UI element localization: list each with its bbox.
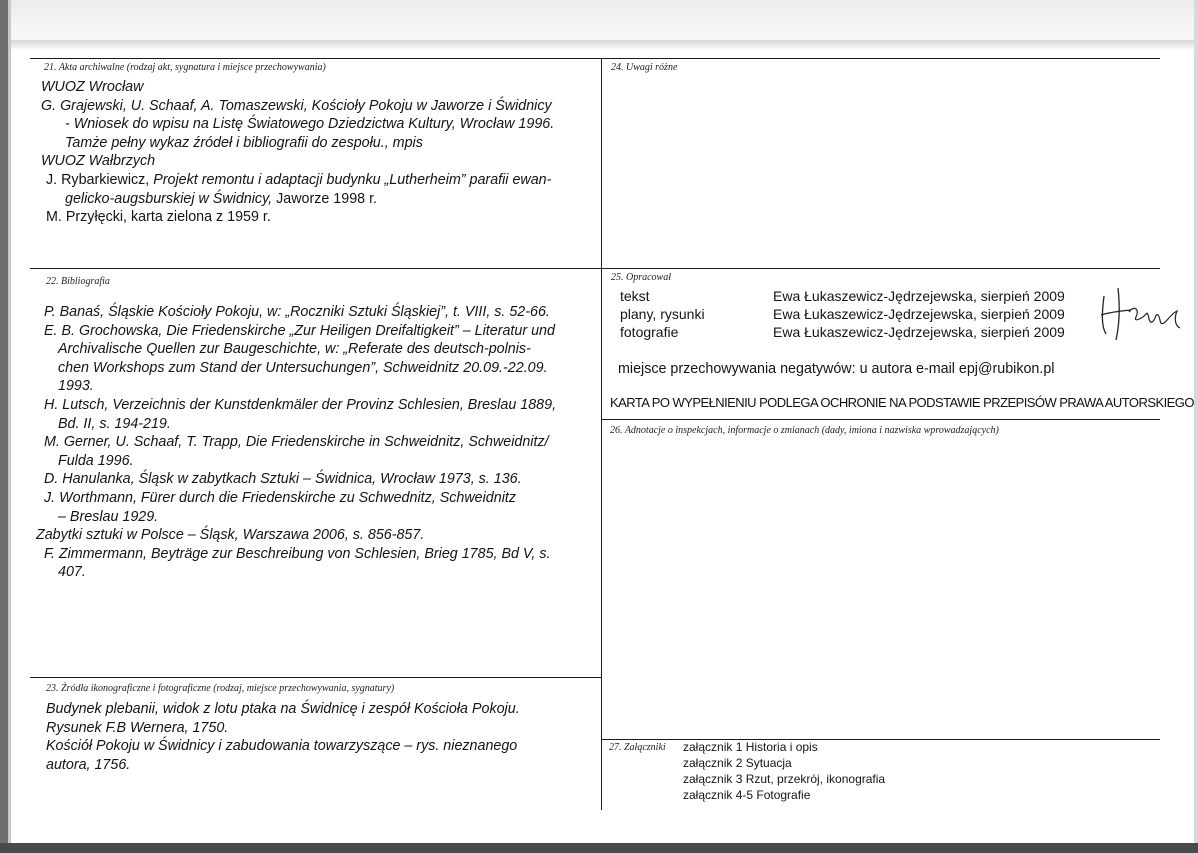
role-column bbox=[620, 287, 705, 341]
text-line: G. Grajewski, U. Schaaf, A. Tomaszewski, Kościoły Pokoju w Jaworze i Świdnicy bbox=[41, 97, 552, 114]
section-22-label: 22. Bibliografia bbox=[46, 276, 110, 287]
text-line: M. Gerner, U. Schaaf, T. Trapp, Die Friedenskirche in Schweidnitz, Schweidnitz/ bbox=[44, 434, 549, 451]
section-24-label: 24. Uwagi różne bbox=[611, 62, 678, 73]
scan-top-band bbox=[0, 0, 1198, 50]
text-part: J. Rybarkiewicz, bbox=[46, 171, 154, 188]
text-line bbox=[41, 190, 554, 209]
text-line: Kościół Pokoju w Świdnicy i zabudowania towarzyszące – rys. nieznanego bbox=[46, 738, 518, 755]
section-27-label: 27. Załączniki bbox=[609, 742, 666, 753]
negatives-note: miejsce przechowywania negatywów: u autora e-mail epj@rubikon.pl bbox=[618, 361, 1055, 377]
text-line: P. Banaś, Śląskie Kościoły Pokoju, w: „Roczniki Sztuki Śląskiej”, t. VIII, s. 52-66. bbox=[44, 304, 550, 320]
section-26-label: 26. Adnotacje o inspekcjach, informacje o zmianach (dady, imiona i nazwiska wprowadzających) bbox=[610, 425, 999, 436]
text-line bbox=[41, 171, 554, 190]
text-line: Archivalische Quellen zur Baugeschichte, w: „Referate des deutsch-polnis- bbox=[58, 341, 531, 358]
text-part: gelicko-augsburskiej w Świdnicy, bbox=[65, 190, 273, 207]
text-line: H. Lutsch, Verzeichnis der Kunstdenkmäler der Provinz Schlesien, Breslau 1889, bbox=[44, 396, 557, 413]
text-line: Zabytki sztuki w Polsce – Śląsk, Warszawa 2006, s. 856-857. bbox=[36, 527, 425, 544]
rule-21-22 bbox=[30, 268, 1160, 269]
section-21-label: 21. Akta archiwalne (rodzaj akt, sygnatura i miejsce przechowywania) bbox=[44, 62, 326, 73]
rule-25-26 bbox=[601, 419, 1160, 420]
text-line: F. Zimmermann, Beyträge zur Beschreibung von Schlesien, Brieg 1785, Bd V, s. bbox=[44, 545, 551, 562]
section-21-lines bbox=[41, 78, 554, 227]
section-23-label: 23. Źródła ikonograficzne i fotograficzne (rodzaj, miejsce przechowywania, sygnatury) bbox=[46, 683, 395, 694]
text-line: autora, 1756. bbox=[46, 756, 131, 773]
text-line: Budynek plebanii, widok z lotu ptaka na Świdnicę i zespół Kościoła Pokoju. bbox=[46, 701, 520, 717]
text-line: chen Workshops zum Stand der Untersuchungen”, Schweidnitz 20.09.-22.09. bbox=[58, 359, 548, 376]
scan-bottom-edge bbox=[0, 843, 1198, 853]
role-label: plany, rysunki bbox=[620, 306, 705, 322]
rule-22-23 bbox=[30, 677, 601, 678]
text-line: 1993. bbox=[58, 378, 94, 395]
text-line: Tamże pełny wykaz źródeł i bibliografii do zespołu., mpis bbox=[65, 134, 423, 151]
text-line: M. Przyłęcki, karta zielona z 1959 r. bbox=[46, 209, 271, 226]
text-line: - Wniosek do wpisu na Listę Światowego Dziedzictwa Kultury, Wrocław 1996. bbox=[65, 116, 555, 133]
author-value: Ewa Łukaszewicz-Jędrzejewska, sierpień 2009 bbox=[773, 288, 1065, 304]
text-line: WUOZ Wałbrzych bbox=[41, 153, 156, 170]
text-line: Fulda 1996. bbox=[58, 452, 134, 469]
section-22-lines bbox=[36, 303, 557, 582]
handwritten-signature bbox=[1098, 282, 1182, 348]
scan-right-edge bbox=[1194, 0, 1198, 853]
attachment-item: załącznik 3 Rzut, przekrój, ikonografia bbox=[683, 772, 886, 786]
text-line: WUOZ Wrocław bbox=[41, 79, 144, 95]
attachment-list bbox=[683, 739, 885, 803]
attachment-item: załącznik 1 Historia i opis bbox=[683, 740, 818, 754]
section-25-label: 25. Opracował bbox=[611, 272, 671, 283]
author-column bbox=[773, 287, 1065, 341]
text-line: E. B. Grochowska, Die Friedenskirche „Zur Heiligen Dreifaltigkeit” – Literatur und bbox=[44, 322, 555, 339]
text-part: Jaworze 1998 r. bbox=[272, 190, 378, 207]
text-line: D. Hanulanka, Śląsk w zabytkach Sztuki – Świdnica, Wrocław 1973, s. 136. bbox=[44, 471, 522, 488]
rule-middle-vertical bbox=[601, 58, 602, 810]
scan-left-edge bbox=[0, 0, 8, 853]
text-line: J. Worthmann, Fürer durch die Friedenskirche zu Schwednitz, Schweidnitz bbox=[44, 489, 516, 506]
text-part: Projekt remontu i adaptacji budynku „Lutherheim” parafii ewan- bbox=[153, 171, 552, 188]
author-value: Ewa Łukaszewicz-Jędrzejewska, sierpień 2009 bbox=[773, 324, 1065, 340]
attachment-item: załącznik 4-5 Fotografie bbox=[683, 788, 811, 802]
copyright-notice: KARTA PO WYPEŁNIENIU PODLEGA OCHRONIE NA PODSTAWIE PRZEPISÓW PRAWA AUTORSKIEGO bbox=[610, 395, 1194, 410]
rule-top bbox=[30, 58, 1160, 59]
role-label: fotografie bbox=[620, 324, 679, 340]
text-line: Rysunek F.B Wernera, 1750. bbox=[46, 719, 229, 736]
role-label: tekst bbox=[620, 288, 650, 304]
text-line: Bd. II, s. 194-219. bbox=[58, 415, 171, 432]
author-value: Ewa Łukaszewicz-Jędrzejewska, sierpień 2009 bbox=[773, 306, 1065, 322]
attachment-item: załącznik 2 Sytuacja bbox=[683, 756, 792, 770]
text-line: – Breslau 1929. bbox=[58, 508, 159, 525]
text-line: 407. bbox=[58, 564, 86, 581]
section-23-lines bbox=[46, 700, 520, 774]
